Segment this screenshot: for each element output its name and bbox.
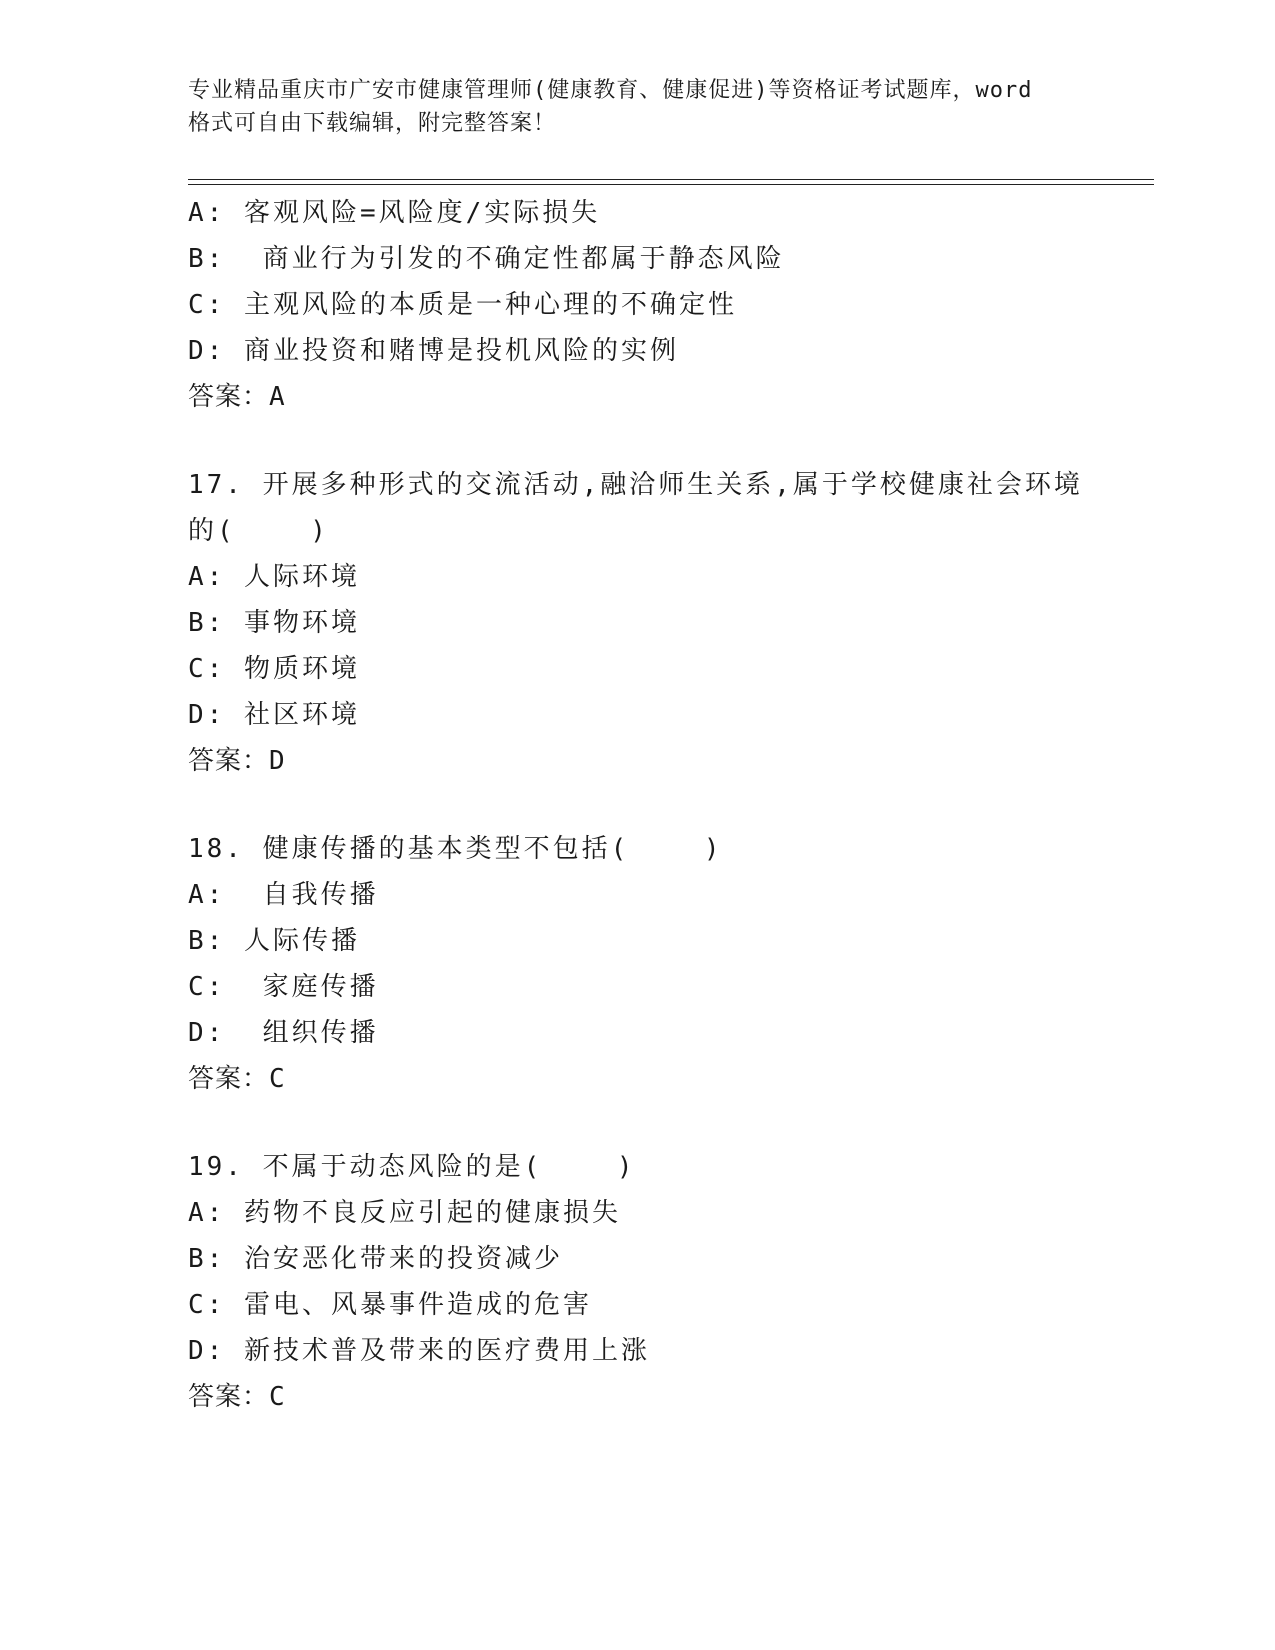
option-b: B: 人际传播 (188, 926, 360, 956)
option-c: C: 雷电、风暴事件造成的危害 (188, 1290, 592, 1320)
option-c: C: 物质环境 (188, 654, 360, 684)
option-c: C: 家庭传播 (188, 972, 379, 1002)
question-stem: 18. 健康传播的基本类型不包括( ) (188, 834, 723, 864)
option-d: D: 新技术普及带来的医疗费用上涨 (188, 1336, 650, 1366)
answer: 答案：D (188, 746, 286, 776)
option-d: D: 组织传播 (188, 1018, 379, 1048)
option-d: D: 商业投资和赌博是投机风险的实例 (188, 336, 679, 366)
answer: 答案：C (188, 1064, 286, 1094)
question-19 (188, 1144, 1148, 1420)
question-stem: 19. 不属于动态风险的是( ) (188, 1152, 636, 1182)
header-divider-bottom (188, 184, 1154, 185)
option-b: B: 治安恶化带来的投资减少 (188, 1244, 563, 1274)
header-line-1: 专业精品重庆市广安市健康管理师(健康教育、健康促进)等资格证考试题库，word (188, 78, 1033, 103)
option-b: B: 事物环境 (188, 608, 360, 638)
option-a: A: 自我传播 (188, 880, 379, 910)
option-c: C: 主观风险的本质是一种心理的不确定性 (188, 290, 737, 320)
option-d: D: 社区环境 (188, 700, 360, 730)
document-header (188, 74, 1088, 140)
question-16 (188, 190, 1148, 420)
answer: 答案：C (188, 1382, 286, 1412)
answer: 答案：A (188, 382, 286, 412)
question-stem: 17. 开展多种形式的交流活动,融洽师生关系,属于学校健康社会环境 (188, 470, 1083, 500)
question-list (188, 190, 1148, 1420)
option-a: A: 药物不良反应引起的健康损失 (188, 1198, 621, 1228)
header-divider-top (188, 179, 1154, 180)
option-a: A: 人际环境 (188, 562, 360, 592)
question-stem-continued: 的( ) (188, 516, 329, 546)
header-line-2: 格式可自由下载编辑，附完整答案！ (188, 111, 557, 136)
question-18 (188, 826, 1148, 1102)
option-a: A: 客观风险=风险度/实际损失 (188, 198, 601, 228)
question-17 (188, 462, 1148, 784)
option-b: B: 商业行为引发的不确定性都属于静态风险 (188, 244, 785, 274)
